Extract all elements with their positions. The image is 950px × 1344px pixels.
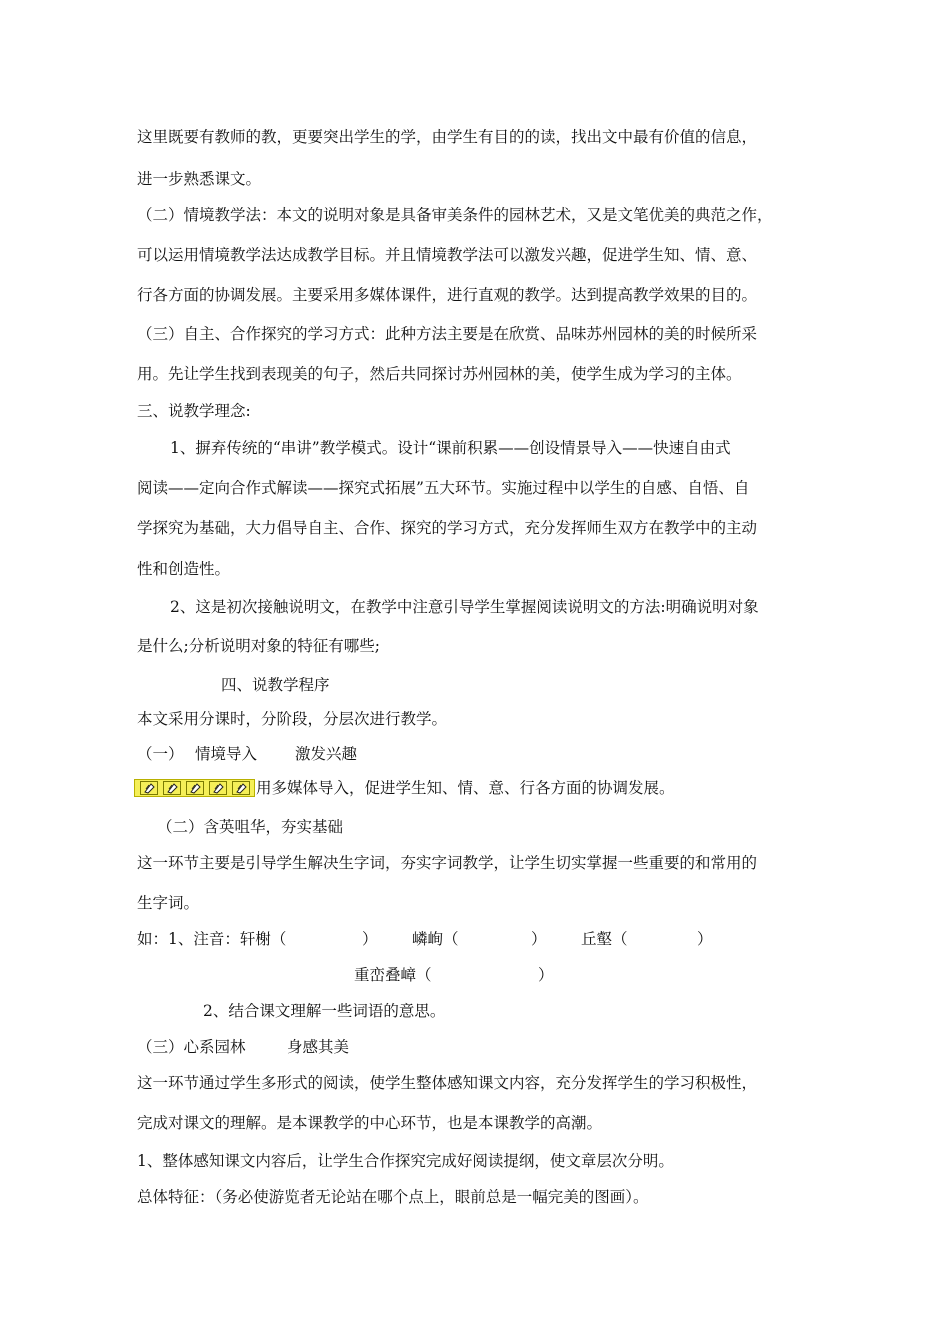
pinyin-item: 丘壑（ (581, 930, 628, 948)
paragraph-line: 用多媒体导入，促进学生知、情、意、行各方面的协调发展。 (256, 779, 675, 797)
pinyin-blank-close: ） (531, 930, 547, 948)
subsection-title: （三）心系园林 (137, 1038, 246, 1056)
subsection-title: （二）含英咀华，夯实基础 (157, 818, 344, 836)
paragraph-line: 生字词。 (137, 894, 200, 912)
section-heading: 三、说教学理念: (137, 402, 251, 420)
clip-icon (140, 781, 158, 795)
pinyin-blank-close: ） (538, 966, 554, 984)
paragraph-line: （二）情境教学法：本文的说明对象是具备审美条件的园林艺术，又是文笔优美的典范之作， (137, 206, 773, 224)
embedded-icons (134, 779, 255, 797)
clip-icon (163, 781, 181, 795)
paragraph-line: 是什么;分析说明对象的特征有哪些; (137, 637, 380, 655)
pinyin-blank-close: ） (362, 930, 378, 948)
paragraph-line: 学探究为基础，大力倡导自主、合作、探究的学习方式，充分发挥师生双方在教学中的主动 (137, 519, 758, 537)
paragraph-line: 这里既要有教师的教，更要突出学生的学，由学生有目的的读，找出文中最有价值的信息， (137, 128, 758, 146)
subsection-title: 激发兴趣 (295, 745, 358, 763)
paragraph-line: 2、这是初次接触说明文，在教学中注意引导学生掌握阅读说明文的方法:明确说明对象 (170, 598, 759, 616)
clip-icon (186, 781, 204, 795)
paragraph-line: 1、摒弃传统的“串讲”教学模式。设计“课前积累——创设情景导入——快速自由式 (170, 439, 731, 457)
paragraph-line: 行各方面的协调发展。主要采用多媒体课件，进行直观的教学。达到提高教学效果的目的。 (137, 286, 758, 304)
paragraph-line: 总体特征：（务必使游览者无论站在哪个点上，眼前总是一幅完美的图画）。 (137, 1188, 649, 1206)
paragraph-line: 完成对课文的理解。是本课教学的中心环节，也是本课教学的高潮。 (137, 1114, 603, 1132)
section-heading: 四、说教学程序 (221, 676, 330, 694)
paragraph-line: 本文采用分课时，分阶段，分层次进行教学。 (137, 710, 448, 728)
paragraph-line: 这一环节通过学生多形式的阅读，使学生整体感知课文内容，充分发挥学生的学习积极性， (137, 1074, 758, 1092)
paragraph-line: 阅读——定向合作式解读——探究式拓展”五大环节。实施过程中以学生的自感、自悟、自 (137, 479, 750, 497)
paragraph-line: （三）自主、合作探究的学习方式：此种方法主要是在欣赏、品味苏州园林的美的时候所采 (137, 325, 758, 343)
clip-icon (209, 781, 227, 795)
paragraph-line: 用。先让学生找到表现美的句子，然后共同探讨苏州园林的美，使学生成为学习的主体。 (137, 365, 742, 383)
paragraph-line: 2、结合课文理解一些词语的意思。 (203, 1002, 446, 1020)
paragraph-line: 进一步熟悉课文。 (137, 170, 262, 188)
pinyin-item: 嶙峋（ (412, 930, 459, 948)
subsection-title: 身感其美 (287, 1038, 350, 1056)
clip-icon (232, 781, 250, 795)
pinyin-blank-close: ） (697, 930, 713, 948)
pinyin-item: 重峦叠嶂（ (354, 966, 432, 984)
pinyin-item: 如：1、注音：轩榭（ (137, 930, 287, 948)
paragraph-line: 可以运用情境教学法达成教学目标。并且情境教学法可以激发兴趣，促进学生知、情、意、 (137, 246, 758, 264)
paragraph-line: 这一环节主要是引导学生解决生字词，夯实字词教学，让学生切实掌握一些重要的和常用的 (137, 854, 758, 872)
subsection-number: （一） (137, 745, 184, 763)
paragraph-line: 性和创造性。 (137, 560, 231, 578)
paragraph-line: 1、整体感知课文内容后，让学生合作探究完成好阅读提纲，使文章层次分明。 (137, 1152, 674, 1170)
subsection-title: 情境导入 (195, 745, 258, 763)
